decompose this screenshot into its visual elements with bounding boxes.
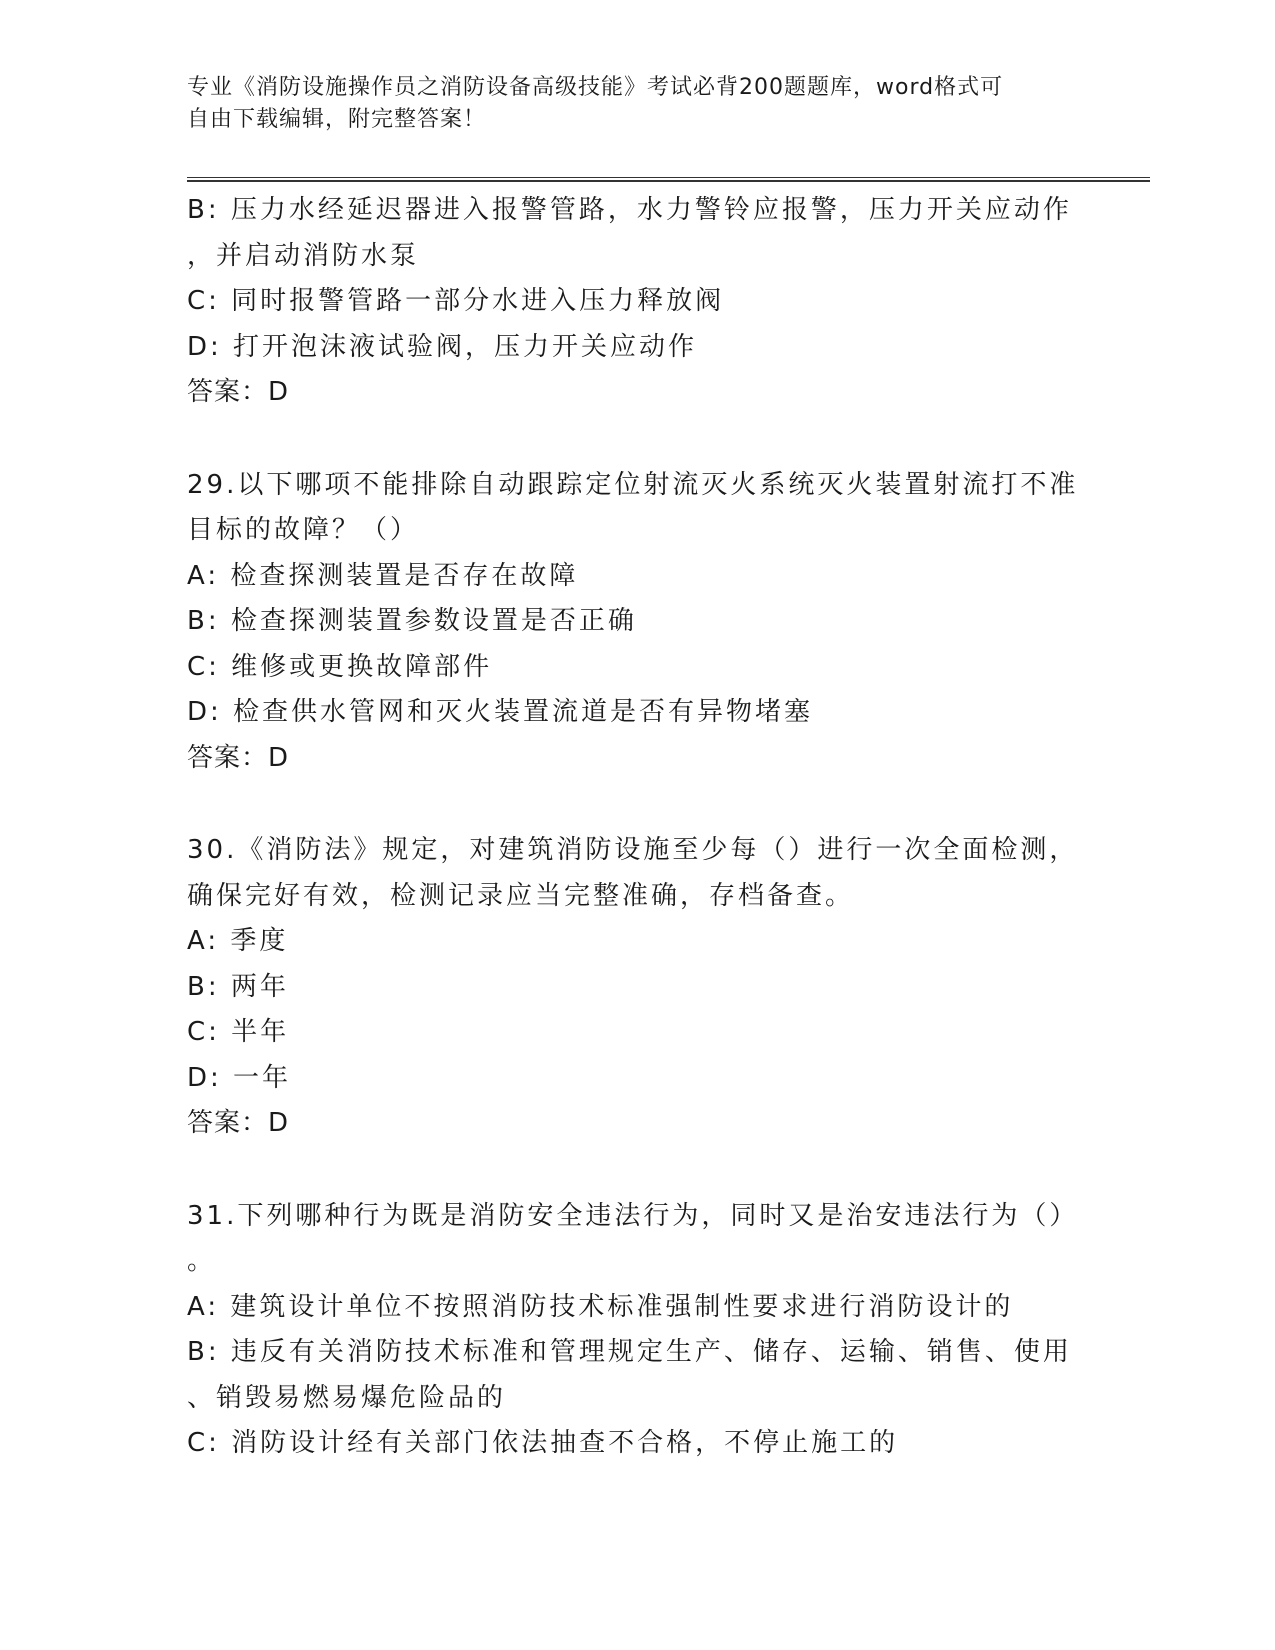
- option-a: A: 检查探测装置是否存在故障: [187, 560, 579, 591]
- question-stem: 31.下列哪种行为既是消防安全违法行为，同时又是治安违法行为（）: [187, 1200, 1079, 1231]
- option-d: D: 检查供水管网和灭火装置流道是否有异物堵塞: [187, 697, 814, 727]
- header-line: 专业《消防设施操作员之消防设备高级技能》考试必背200题题库，word格式可: [187, 75, 1004, 100]
- option-b: B: 检查探测装置参数设置是否正确: [187, 606, 637, 636]
- option-c: C: 半年: [187, 1017, 290, 1047]
- option-d: D: 打开泡沫液试验阀，压力开关应动作: [187, 331, 698, 362]
- option-b: B: 两年: [187, 971, 289, 1002]
- answer: 答案：D: [187, 1108, 290, 1138]
- option-c: C: 消防设计经有关部门依法抽查不合格，不停止施工的: [187, 1428, 899, 1458]
- option-a: A: 季度: [187, 926, 289, 956]
- option-d: D: 一年: [187, 1062, 292, 1093]
- question-stem: 。: [187, 1246, 217, 1276]
- question-stem: 30.《消防法》规定，对建筑消防设施至少每（）进行一次全面检测，: [187, 835, 1079, 865]
- option-c: C: 同时报警管路一部分水进入压力释放阀: [187, 286, 725, 316]
- option-c: C: 维修或更换故障部件: [187, 651, 493, 682]
- spacer: [187, 1147, 1087, 1194]
- header-line: 自由下载编辑，附完整答案！: [187, 107, 487, 132]
- question-30: [187, 828, 1087, 1147]
- question-content: [187, 188, 1087, 1467]
- question-stem: 目标的故障？（）: [187, 515, 420, 545]
- answer: 答案：D: [187, 377, 290, 407]
- question-31: [187, 1194, 1087, 1467]
- document-header: [187, 72, 1087, 136]
- option-b-continued: ，并启动消防水泵: [187, 240, 420, 271]
- question-28-tail: [187, 188, 1087, 416]
- spacer: [187, 416, 1087, 463]
- option-a: A: 建筑设计单位不按照消防技术标准强制性要求进行消防设计的: [187, 1291, 1014, 1322]
- answer: 答案：D: [187, 742, 290, 773]
- question-stem: 确保完好有效，检测记录应当完整准确，存档备查。: [187, 880, 855, 911]
- option-b: B: 违反有关消防技术标准和管理规定生产、储存、运输、销售、使用: [187, 1337, 1072, 1367]
- option-b: B: 压力水经延迟器进入报警管路，水力警铃应报警，压力开关应动作: [187, 195, 1072, 225]
- spacer: [187, 781, 1087, 828]
- header-divider: [187, 177, 1150, 182]
- question-stem: 29.以下哪项不能排除自动跟踪定位射流灭火系统灭火装置射流打不准: [187, 469, 1079, 500]
- option-b-continued: 、销毁易燃易爆危险品的: [187, 1382, 507, 1413]
- question-29: [187, 463, 1087, 782]
